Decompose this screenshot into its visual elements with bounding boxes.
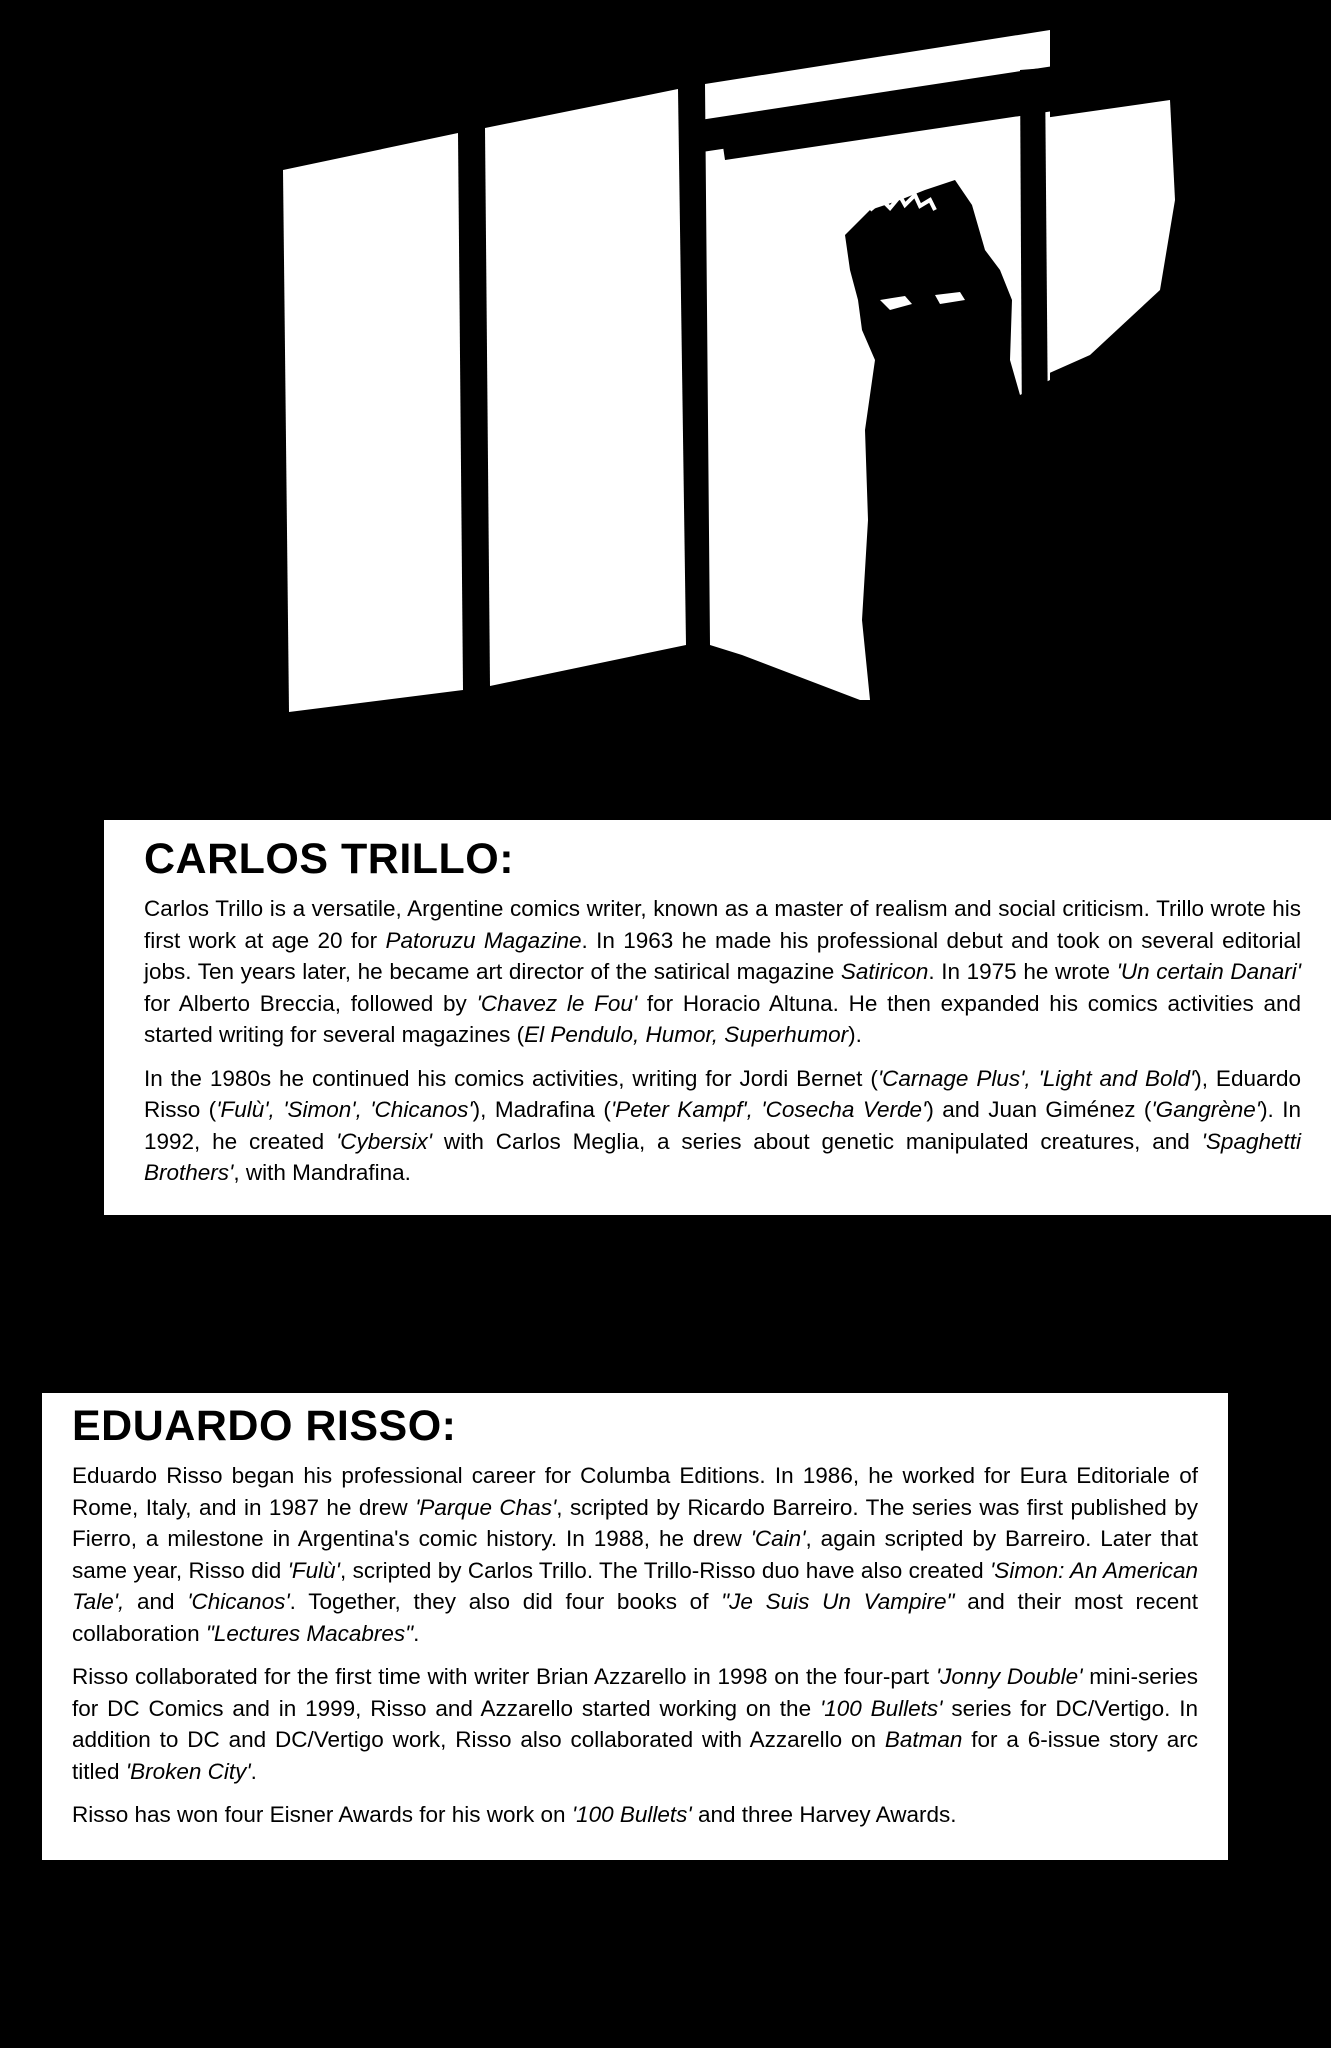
- bio-paragraph: Eduardo Risso began his professional career for Columba Editions. In 1986, he worked for Eura Editoriale of Rome, Italy, and in 1987 he drew 'Parque Chas', scripted by Ricardo Barreiro. The series was first published by Fierro, a milestone in Argentina's comic history. In 1988, he drew 'Cain', again scripted by Barreiro. Later that same year, Risso did 'Fulù', scripted by Carlos Trillo. The Trillo-Risso duo have also created 'Simon: An American Tale', and 'Chicanos'. Together, they also did four books of "Je Suis Un Vampire" and their most recent collaboration "Lectures Macabres".: [72, 1463, 1199, 1646]
- bio-paragraph: In the 1980s he continued his comics activities, writing for Jordi Bernet ('Carnage Plus', 'Light and Bold'), Eduardo Risso ('Fulù', 'Simon', 'Chicanos'), Madrafina ('Peter Kampf', 'Cosecha Verde') and Juan Giménez ('Gangrène'). In 1992, he created 'Cybersix' with Carlos Meglia, a series about genetic manipulated creatures, and 'Spaghetti Brothers', with Mandrafina.: [144, 1065, 1302, 1186]
- italic-title: 'Gangrène': [1151, 1097, 1261, 1123]
- italic-title: "Je Suis Un Vampire": [721, 1589, 955, 1615]
- italic-title: 'Chicanos': [187, 1589, 290, 1615]
- italic-title: 'Peter Kampf', 'Cosecha Verde': [610, 1097, 927, 1123]
- italic-title: 'Parque Chas': [415, 1494, 557, 1520]
- figure-face-highlight: [880, 292, 965, 310]
- italic-title: Batman: [884, 1727, 963, 1753]
- bio-paragraph: Risso has won four Eisner Awards for his work on '100 Bullets' and three Harvey Awards.: [72, 1802, 957, 1828]
- italic-title: El Pendulo, Humor, Superhumor: [524, 1022, 849, 1048]
- bio-paragraph: Risso collaborated for the first time with writer Brian Azzarello in 1998 on the four-part 'Jonny Double' mini-series for DC Comics and in 1999, Risso and Azzarello started working on the '100 Bullets' series for DC/Vertigo. In addition to DC and DC/Vertigo work, Risso also collaborated with Azzarello on Batman for a 6-issue story arc titled 'Broken City'.: [72, 1664, 1198, 1784]
- italic-title: 'Cain': [750, 1526, 806, 1552]
- bio-heading: EDUARDO RISSO:: [72, 1402, 457, 1450]
- italic-title: Patoruzu Magazine: [385, 927, 582, 953]
- italic-title: 'Jonny Double': [935, 1664, 1083, 1690]
- italic-title: Satiricon: [840, 959, 929, 985]
- italic-title: "Lectures Macabres": [205, 1620, 414, 1646]
- window-pane-left: [283, 133, 463, 712]
- italic-title: 'Broken City': [125, 1758, 251, 1784]
- window-silhouette-illustration: [0, 0, 1331, 820]
- italic-title: 'Fulù': [287, 1557, 340, 1583]
- bio-eduardo-risso: [42, 1393, 1228, 1860]
- italic-title: '100 Bullets': [571, 1802, 692, 1828]
- window-pane-middle: [485, 89, 686, 686]
- window-mullion: [1020, 68, 1048, 440]
- window-pane-far-right: [1030, 100, 1175, 375]
- italic-title: 'Un certain Danari': [1116, 959, 1302, 985]
- italic-title: '100 Bullets': [819, 1695, 943, 1721]
- italic-title: 'Chavez le Fou': [476, 990, 638, 1016]
- italic-title: 'Cybersix': [335, 1128, 433, 1154]
- italic-title: 'Spaghetti Brothers': [144, 1128, 1301, 1186]
- bio-heading: CARLOS TRILLO:: [144, 835, 515, 883]
- bio-carlos-trillo: [104, 820, 1331, 1215]
- italic-title: 'Carnage Plus', 'Light and Bold': [877, 1065, 1195, 1091]
- italic-title: 'Simon: An American Tale',: [72, 1557, 1198, 1615]
- italic-title: 'Fulù', 'Simon', 'Chicanos': [216, 1097, 473, 1123]
- bio-paragraph: Carlos Trillo is a versatile, Argentine comics writer, known as a master of realism and social criticism. Trillo wrote his first work at age 20 for Patoruzu Magazine. In 1963 he made his professional debut and took on several editorial jobs. Ten years later, he became art director of the satirical magazine Satiricon. In 1975 he wrote 'Un certain Danari' for Alberto Breccia, followed by 'Chavez le Fou' for Horacio Altuna. He then expanded his comics activities and started writing for several magazines (El Pendulo, Humor, Superhumor).: [144, 896, 1302, 1048]
